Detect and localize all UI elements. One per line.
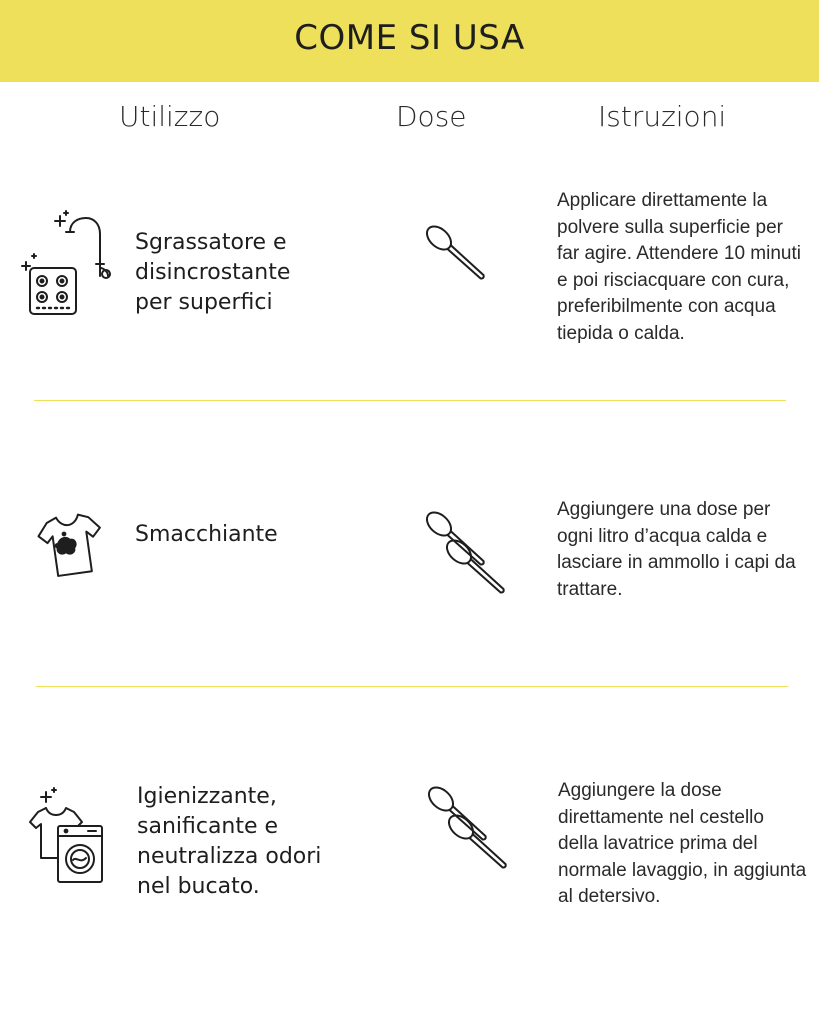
tshirt-washing-machine-icon	[28, 786, 108, 886]
two-spoons-icon	[392, 783, 482, 883]
instructions-stain-remover: Aggiungere una dose per ogni litro d’acqua calda e lasciare in ammollo i capi da trattare.	[557, 499, 796, 600]
one-spoon-icon	[390, 222, 460, 294]
row-divider	[36, 686, 788, 687]
header-banner	[0, 0, 819, 82]
use-label-stain-remover: Smacchiante	[135, 522, 278, 547]
use-label-degreaser: Sgrassatore e disincrostante per superfici	[135, 230, 291, 315]
column-header-use: Utilizzo	[119, 100, 221, 133]
use-label-sanitizer: Igienizzante, sanificante e neutralizza odori nel bucato.	[137, 784, 322, 899]
kitchen-stove-faucet-icon	[20, 208, 120, 320]
column-header-instructions: Istruzioni	[598, 100, 727, 133]
stained-tshirt-icon	[38, 510, 102, 580]
two-spoons-icon	[390, 508, 480, 608]
page-title: COME SI USA	[294, 18, 525, 58]
row-divider	[34, 400, 786, 401]
instructions-sanitizer: Aggiungere la dose direttamente nel cestello della lavatrice prima del normale lavaggio, in aggiunta al detersivo.	[558, 780, 807, 907]
instructions-degreaser: Applicare direttamente la polvere sulla superficie per far agire. Attendere 10 minuti e poi risciacquare con cura, preferibilmente con acqua tiepida o calda.	[557, 190, 801, 344]
column-header-dose: Dose	[396, 100, 467, 133]
